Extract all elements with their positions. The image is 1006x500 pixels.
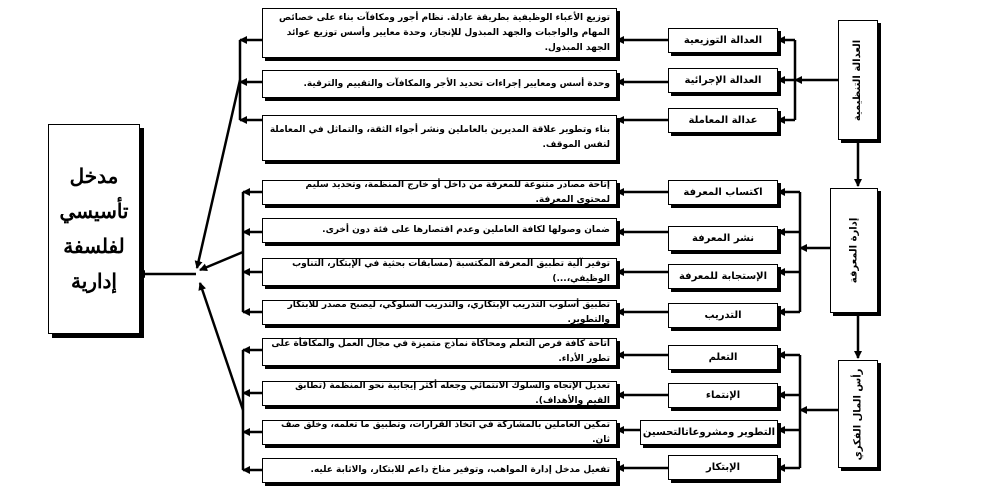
description-box [262,258,617,286]
dimension-label: العدالة التنظيمية [852,39,864,121]
category-box [668,303,778,328]
description-text: اتاحة كافة فرص التعلم ومحاكاة نماذج متميزة في مجال العمل والمكافأة على تطور الأداء. [271,339,610,364]
category-box [668,180,778,205]
category-label: الإنتماء [705,390,741,401]
category-box [668,345,778,370]
main-concept-line: إدارية [71,269,117,293]
category-box [668,28,778,53]
category-label: العدالة التوزيعية [683,35,763,46]
description-text: إتاحة مصادر متنوعة للمعرفة من داخل أو خارج المنظمة، وتحديد سليم لمحتوى المعرفة. [305,179,610,205]
description-text: بناء وتطوير علاقة المديرين بالعاملين ونشر أجواء الثقة، والتماثل في المعاملة لنفس الموقف. [269,125,610,150]
description-box [262,115,617,161]
dimension-box [838,20,878,140]
category-label: التدريب [704,310,742,321]
category-label: التعلم [708,352,738,363]
description-text: تطبيق أسلوب التدريب الإبتكاري، والتدريب السلوكي، ليصبح مصدر للابتكار والتطوير. [287,299,610,325]
category-label: الإبتكار [705,462,741,473]
description-box [262,420,617,445]
description-box [262,218,617,243]
description-box [262,381,617,406]
description-box [262,8,617,58]
category-box [668,226,778,251]
dimension-label: إدارة المعرفة [848,217,860,284]
description-text: وحدة أسس ومعايير إجراءات تحديد الأجر والمكافآت والتقييم والترقية. [303,78,610,89]
category-label: التطوير ومشروعاتالتحسين [642,427,776,438]
category-label: نشر المعرفة [692,233,754,244]
category-box [668,455,778,480]
description-box [262,300,617,325]
description-box [262,338,617,366]
dimension-box [830,188,878,313]
description-box [262,70,617,98]
category-box [668,108,778,133]
category-box [668,383,778,408]
category-box [668,68,778,93]
main-concept-line: تأسيسي [59,199,129,223]
category-label: عدالة المعاملة [688,115,758,126]
description-text: تعديل الإتجاه والسلوك الانتمائي وجعله أكثر إيجابية نحو المنظمة (تطابق القيم والأهداف). [295,380,610,406]
category-label: العدالة الإجرائية [684,75,762,86]
main-concept-box [48,124,140,334]
description-text: تفعيل مدخل إدارة المواهب، وتوفير مناخ داعم للابتكار، والاثابة عليه. [310,465,610,475]
category-label: اكتساب المعرفة [683,187,763,198]
category-label: الإستجابة للمعرفة [678,271,768,282]
dimension-label: رأس المال الفكري [852,368,864,460]
dimension-box [838,360,878,468]
main-concept-line: لفلسفة [63,234,125,258]
description-text: توزيع الأعباء الوظيفية بطريقة عادلة. نظام أجور ومكافآت بناء على خصائص المهام والواجبات والجهد المبذول للإنجاز، وحدة معايير وأسس توزيع عوائد الجهد المبذول. [279,12,610,53]
description-text: تمكين العاملين بالمشاركة في اتخاذ القرارات، وتطبيق ما تعلمه، وخلق صف ثان. [280,419,610,445]
description-text: ضمان وصولها لكافة العاملين وعدم اقتصارها على فئة دون أخرى. [322,225,610,235]
description-text: توفير آلية تطبيق المعرفة المكتسبة (مسابقات بحثية في الإبتكار، التناوب الوظيفي،...) [292,259,610,284]
main-concept-line: مدخل [69,164,119,188]
description-box [262,180,617,205]
category-box [640,420,778,445]
category-box [668,264,778,289]
description-box [262,458,617,483]
